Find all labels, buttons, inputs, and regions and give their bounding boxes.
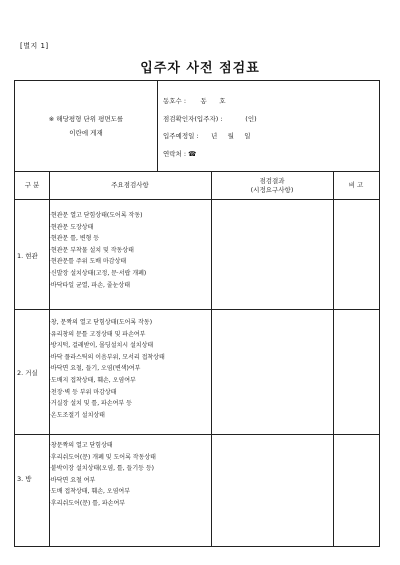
living-room-items [49, 317, 165, 421]
move-in-date-field[interactable]: 입주예정일 : 년 월 일 [163, 132, 251, 140]
header-result-line1: 점검결과 [259, 176, 285, 185]
entrance-items [49, 210, 146, 291]
header-remarks: 비 고 [348, 181, 364, 189]
list-item: ·현관문 부착물 설치 및 작동상태 [49, 246, 134, 254]
header-items: 주요점검사항 [111, 181, 149, 189]
category-living-room: 2. 거실 [17, 369, 38, 377]
list-item: ·현관문 도장상태 [49, 223, 94, 231]
list-item: ·바닥타일 균열, 파손, 줄눈상태 [49, 281, 130, 289]
list-item: ·현관문틀 주위 도배 마감상태 [49, 258, 127, 266]
list-item: ·현관문 열고 닫힘상태(도어록 작동) [49, 212, 143, 219]
inspector-field[interactable]: 점검확인자(입주자) : (인) [163, 114, 257, 123]
list-item: ·도배 접착상태, 훼손, 오염여부 [49, 488, 130, 496]
list-item: ·유리창의 문틀 고정상태 및 파손여부 [49, 330, 146, 338]
list-item: ·거실장 설치 및 틀, 파손여부 등 [49, 400, 132, 408]
row-divider [15, 309, 379, 310]
list-item: ·바닥면 요철, 들기, 오염(변색)여부 [49, 365, 141, 373]
contact-field[interactable]: 연락처 : ☎ [163, 149, 197, 158]
floor-plan-note-line1: ※ 해당평형 단위 평면도를 [48, 115, 124, 123]
list-item: ·도배지 접착상태, 훼손, 오염여부 [49, 376, 136, 384]
page-title: 입주자 사전 점검표 [140, 61, 260, 76]
list-item: ·바닥 플라스틱의 이음부위, 모서리 접착상태 [49, 353, 165, 361]
category-room: 3. 방 [17, 475, 32, 483]
list-item: ·바닥면 요철 여부 [49, 476, 96, 484]
list-item: ·현관문 틀, 변형 등 [49, 235, 100, 243]
list-item: ·후리쉬도어(문) 개폐 및 도어록 작동상태 [49, 453, 156, 461]
annex-label: [별지 1] [20, 42, 49, 50]
list-item: ·신발장 설치상태(고정, 문·서랍 개폐) [49, 269, 147, 277]
floor-plan-area [15, 81, 158, 171]
list-item: ·창문짝의 열고 닫힘상태 [49, 442, 113, 449]
header-result [211, 172, 333, 199]
floor-plan-note-line2: 이란에 게재 [69, 129, 103, 137]
header-result-line2: (시정요구사항) [250, 185, 294, 194]
row-divider [15, 434, 379, 435]
list-item: ·붙박이장 설치상태(오염, 틀, 들기등 등) [49, 465, 154, 473]
unit-number-field[interactable]: 동호수 : 동 호 [163, 97, 226, 105]
list-item: ·방지턱, 걸레받이, 몰딩설치시 설치상태 [49, 342, 154, 350]
checklist-table [14, 172, 380, 547]
inspector-info-box [14, 80, 380, 172]
list-item: ·후리쉬도어(문) 틀, 파손여부 [49, 499, 126, 507]
column-divider [333, 172, 334, 546]
info-fields [163, 93, 257, 163]
list-item: ·천장·벽 등 부위 마감상태 [49, 388, 117, 396]
room-items [49, 440, 156, 510]
list-item: ·온도조절기 설치상태 [49, 411, 105, 419]
list-item: ·창, 문짝의 열고 닫힘상태(도어록 작동) [49, 319, 153, 326]
category-entrance: 1. 현관 [17, 252, 38, 260]
header-category: 구 분 [24, 181, 40, 189]
column-divider [211, 172, 212, 546]
